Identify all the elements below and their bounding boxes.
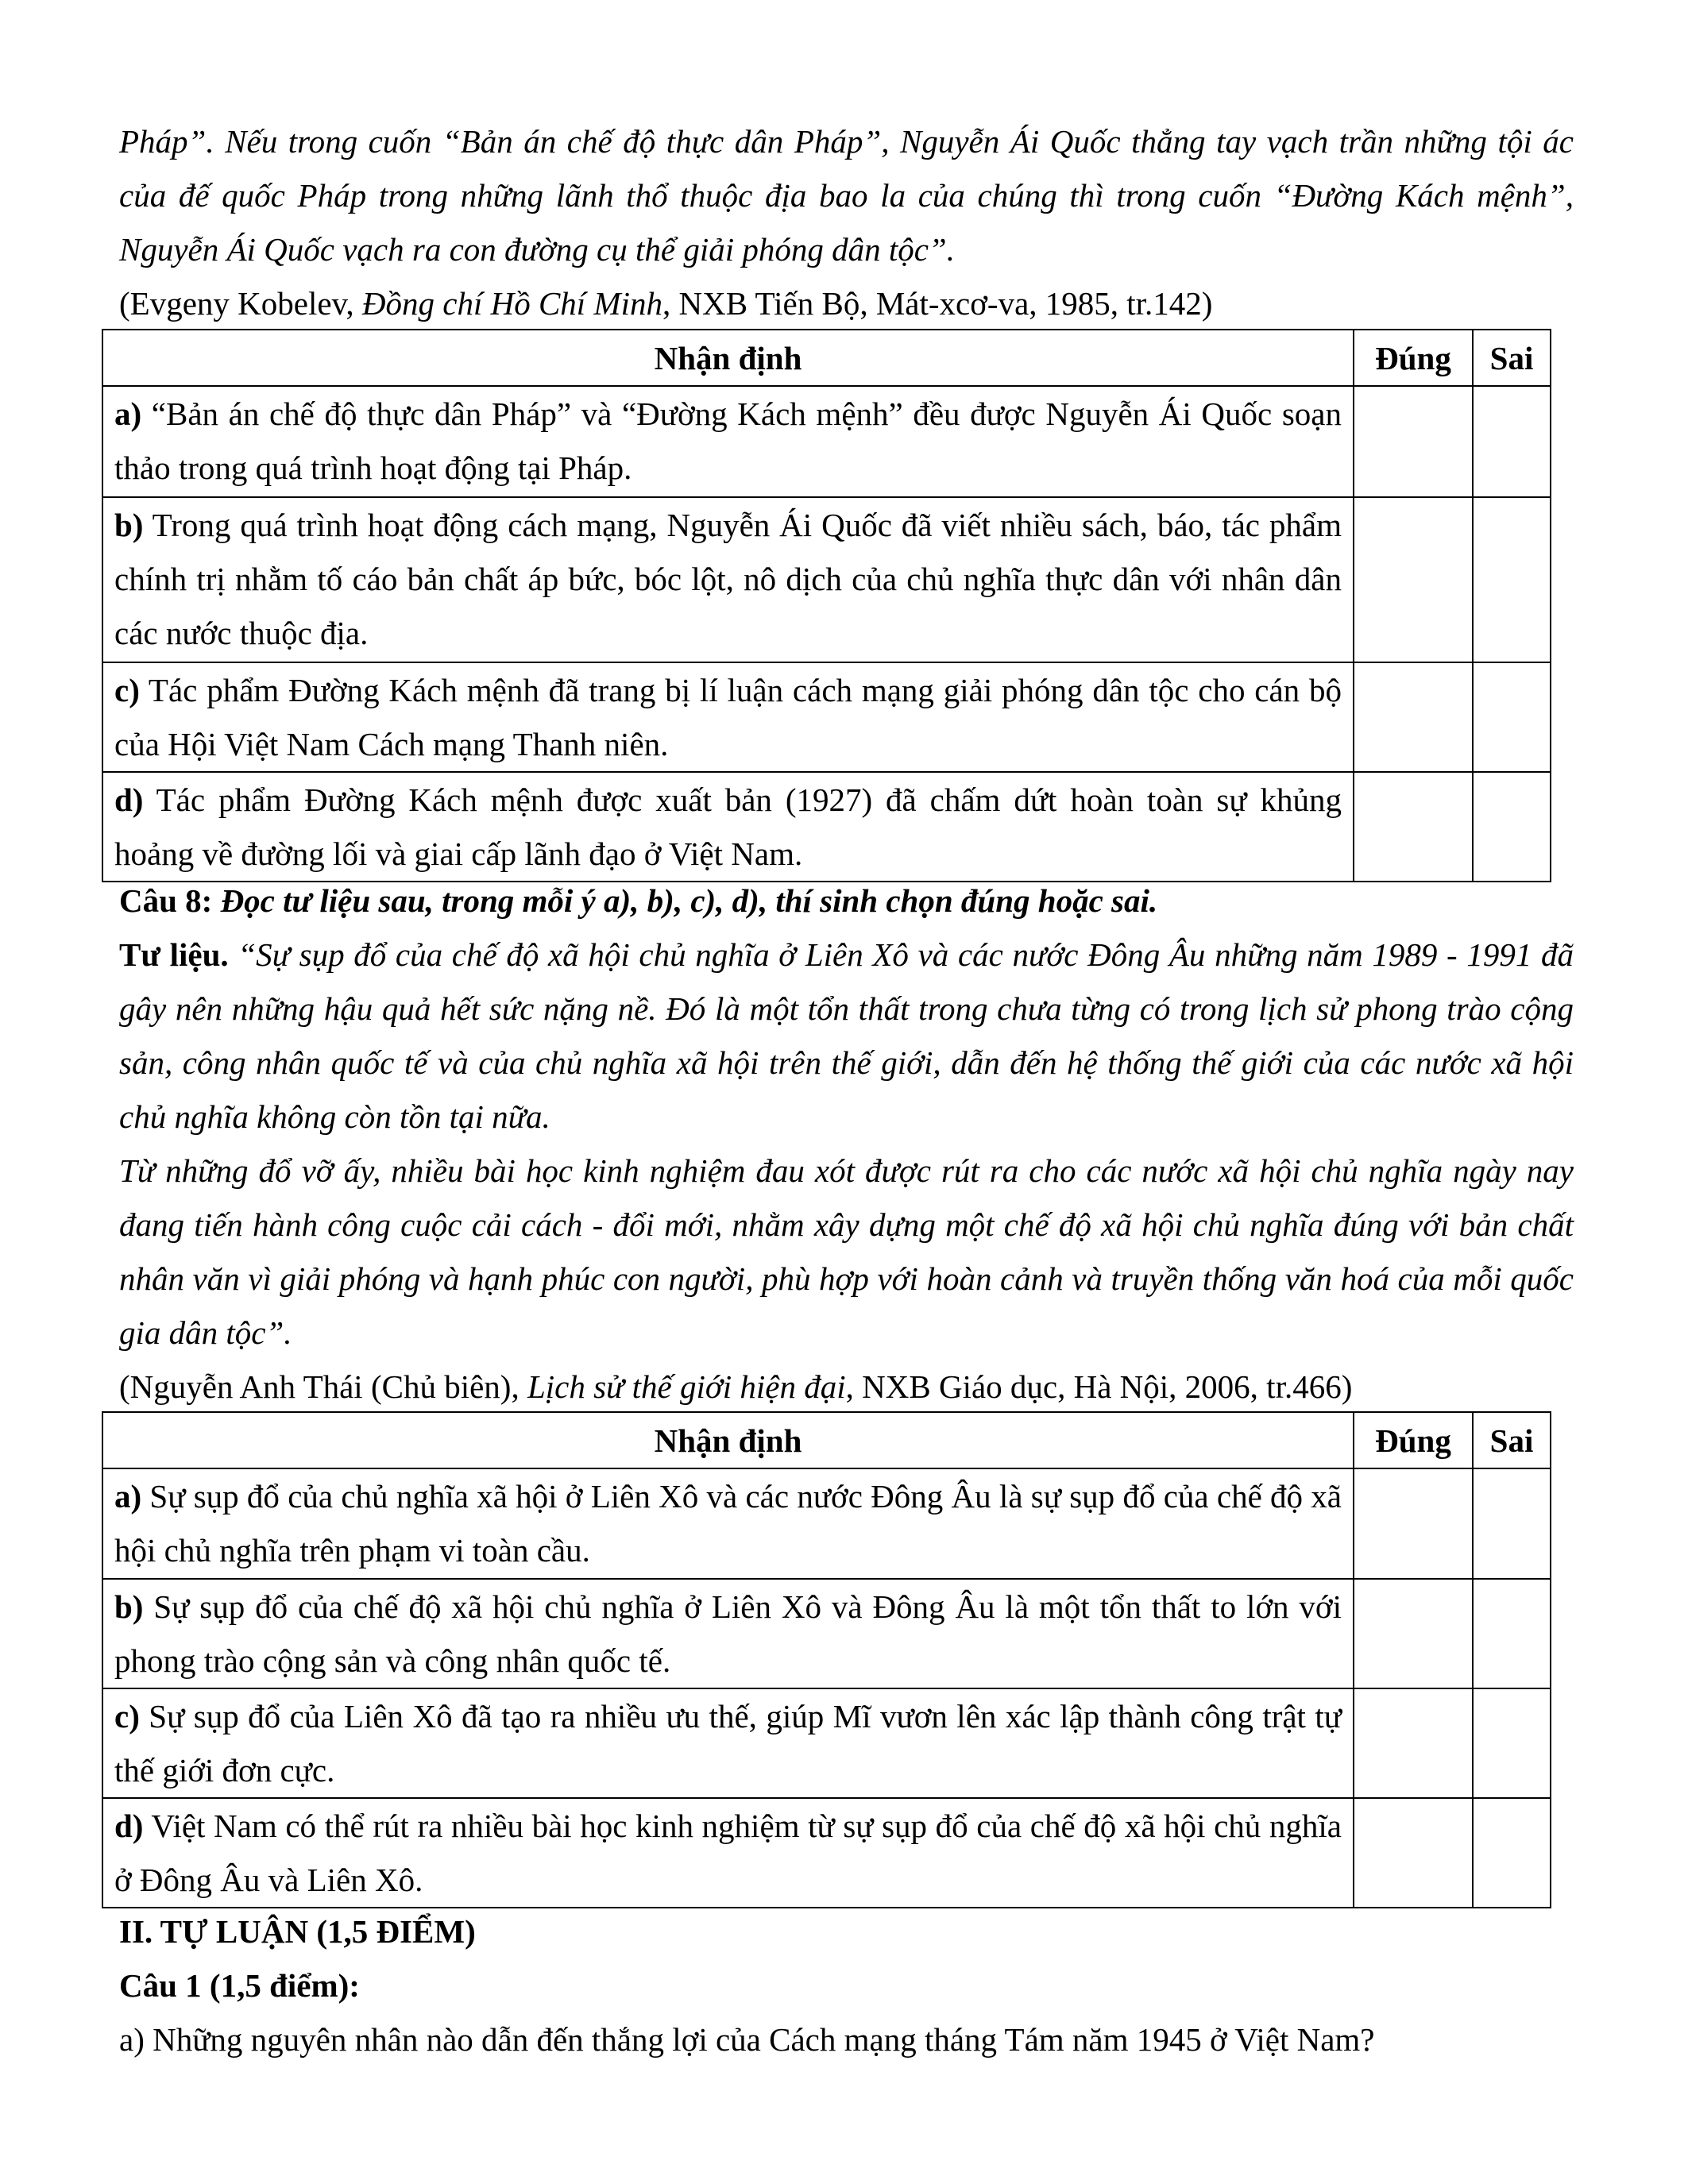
statement-label: a) (114, 1478, 142, 1515)
false-checkbox-cell[interactable] (1473, 1468, 1551, 1579)
source-title: Lịch sử thế giới hiện đại (527, 1368, 846, 1405)
header-true: Đúng (1354, 330, 1473, 386)
table-row (102, 1579, 1551, 1688)
statement-cell (102, 1798, 1354, 1908)
statement-cell (102, 1579, 1354, 1688)
false-checkbox-cell[interactable] (1473, 1688, 1551, 1798)
section-heading: II. TỰ LUẬN (1,5 ĐIỂM) (119, 1913, 476, 1950)
true-checkbox-cell[interactable] (1354, 772, 1473, 882)
source-pre: (Evgeny Kobelev, (119, 285, 362, 322)
false-checkbox-cell[interactable] (1473, 662, 1551, 772)
question-instruction: Đọc tư liệu sau, trong mỗi ý a), b), c), d), thí sinh chọn đúng hoặc sai. (220, 882, 1158, 919)
header-true: Đúng (1354, 1412, 1473, 1468)
statement-cell (102, 497, 1354, 662)
table-row (102, 497, 1551, 662)
statement-label: b) (114, 1588, 144, 1625)
table-row (102, 386, 1551, 497)
source-label: Tư liệu. (119, 936, 229, 973)
source-post: , NXB Giáo dục, Hà Nội, 2006, tr.466) (845, 1368, 1353, 1405)
statement-cell (102, 1688, 1354, 1798)
false-checkbox-cell[interactable] (1473, 497, 1551, 662)
statement-cell (102, 386, 1354, 497)
table-header (102, 330, 1551, 386)
statement-text: Tác phẩm Đường Kách mệnh đã trang bị lí luận cách mạng giải phóng dân tộc cho cán bộ của Hội Việt Nam Cách mạng Thanh niên. (114, 672, 1342, 762)
statement-text: Sự sụp đổ của Liên Xô đã tạo ra nhiều ưu thế, giúp Mĩ vươn lên xác lập thành công trật tự thế giới đơn cực. (114, 1698, 1342, 1788)
excerpt-paragraph-2: Từ những đổ vỡ ấy, nhiều bài học kinh nghiệm đau xót được rút ra cho các nước xã hội chủ nghĩa ngày nay đang tiến hành công cuộc cải cách - đổi mới, nhằm xây dựng một chế độ xã hội chủ nghĩa đúng với bản chất nhân văn vì giải phóng và hạnh phúc con người, phù hợp với hoàn cảnh và truyền thống văn hoá của mỗi quốc gia dân tộc”. (119, 1152, 1574, 1351)
source-excerpt (119, 928, 1574, 1144)
true-checkbox-cell[interactable] (1354, 1688, 1473, 1798)
table-header (102, 1412, 1551, 1468)
statement-cell (102, 1468, 1354, 1579)
quote-continuation: Pháp”. Nếu trong cuốn “Bản án chế độ thực dân Pháp”, Nguyễn Ái Quốc thẳng tay vạch trần những tội ác của đế quốc Pháp trong những lãnh thổ thuộc địa bao la của chúng thì trong cuốn “Đường Kách mệnh”, Nguyễn Ái Quốc vạch ra con đường cụ thể giải phóng dân tộc”. (119, 123, 1574, 268)
true-checkbox-cell[interactable] (1354, 662, 1473, 772)
statement-cell (102, 662, 1354, 772)
statement-label: b) (114, 507, 144, 543)
true-checkbox-cell[interactable] (1354, 497, 1473, 662)
false-checkbox-cell[interactable] (1473, 1798, 1551, 1908)
header-false: Sai (1473, 1412, 1551, 1468)
true-checkbox-cell[interactable] (1354, 1579, 1473, 1688)
header-false: Sai (1473, 330, 1551, 386)
excerpt-paragraph-1: “Sự sụp đổ của chế độ xã hội chủ nghĩa ở Liên Xô và các nước Đông Âu những năm 1989 - 1991 đã gây nên những hậu quả hết sức nặng nề. Đó là một tổn thất trong chưa từng có trong lịch sử phong trào cộng sản, công nhân quốc tế và của chủ nghĩa xã hội trên thế giới, dẫn đến hệ thống thế giới của các nước xã hội chủ nghĩa không còn tồn tại nữa. (119, 936, 1574, 1135)
source-pre: (Nguyễn Anh Thái (Chủ biên), (119, 1368, 527, 1405)
quote-source (119, 276, 1574, 330)
header-statement: Nhận định (102, 1412, 1354, 1468)
source-post: , NXB Tiến Bộ, Mát-xcơ-va, 1985, tr.142) (662, 285, 1213, 322)
false-checkbox-cell[interactable] (1473, 386, 1551, 497)
true-checkbox-cell[interactable] (1354, 1468, 1473, 1579)
statement-text: Sự sụp đổ của chủ nghĩa xã hội ở Liên Xô và các nước Đông Âu là sự sụp đổ của chế độ xã hội chủ nghĩa trên phạm vi toàn cầu. (114, 1478, 1342, 1569)
question-8-title (119, 874, 1574, 928)
table-row (102, 772, 1551, 882)
statement-text: Việt Nam có thể rút ra nhiều bài học kinh nghiệm từ sự sụp đổ của chế độ xã hội chủ nghĩa ở Đông Âu và Liên Xô. (114, 1808, 1342, 1898)
table-row (102, 1688, 1551, 1798)
false-checkbox-cell[interactable] (1473, 772, 1551, 882)
table-row (102, 1468, 1551, 1579)
statement-cell (102, 772, 1354, 882)
statement-text: “Bản án chế độ thực dân Pháp” và “Đường Kách mệnh” đều được Nguyễn Ái Quốc soạn thảo trong quá trình hoạt động tại Pháp. (114, 396, 1342, 486)
table-row (102, 662, 1551, 772)
essay-question-a: a) Những nguyên nhân nào dẫn đến thắng lợi của Cách mạng tháng Tám năm 1945 ở Việt Nam? (119, 2021, 1375, 2058)
true-checkbox-cell[interactable] (1354, 1798, 1473, 1908)
false-checkbox-cell[interactable] (1473, 1579, 1551, 1688)
header-statement: Nhận định (102, 330, 1354, 386)
essay-question-label: Câu 1 (1,5 điểm): (119, 1967, 360, 2004)
statement-label: a) (114, 396, 142, 432)
source-title: Đồng chí Hồ Chí Minh (361, 285, 662, 322)
table-row (102, 1798, 1551, 1908)
statement-label: c) (114, 672, 140, 708)
statement-label: d) (114, 781, 144, 818)
statement-label: c) (114, 1698, 140, 1734)
statement-text: Trong quá trình hoạt động cách mạng, Nguyễn Ái Quốc đã viết nhiều sách, báo, tác phẩm chính trị nhằm tố cáo bản chất áp bức, bóc lột, nô dịch của chủ nghĩa thực dân với nhân dân các nước thuộc địa. (114, 507, 1342, 651)
question-label: Câu 8: (119, 882, 221, 919)
statements-table-1 (102, 329, 1551, 882)
statements-table-2 (102, 1411, 1551, 1908)
statement-text: Tác phẩm Đường Kách mệnh được xuất bản (1927) đã chấm dứt hoàn toàn sự khủng hoảng về đường lối và giai cấp lãnh đạo ở Việt Nam. (114, 781, 1342, 872)
statement-label: d) (114, 1808, 144, 1844)
excerpt-source (119, 1360, 1574, 1414)
statement-text: Sự sụp đổ của chế độ xã hội chủ nghĩa ở Liên Xô và Đông Âu là một tổn thất to lớn với phong trào cộng sản và công nhân quốc tế. (114, 1588, 1342, 1679)
true-checkbox-cell[interactable] (1354, 386, 1473, 497)
